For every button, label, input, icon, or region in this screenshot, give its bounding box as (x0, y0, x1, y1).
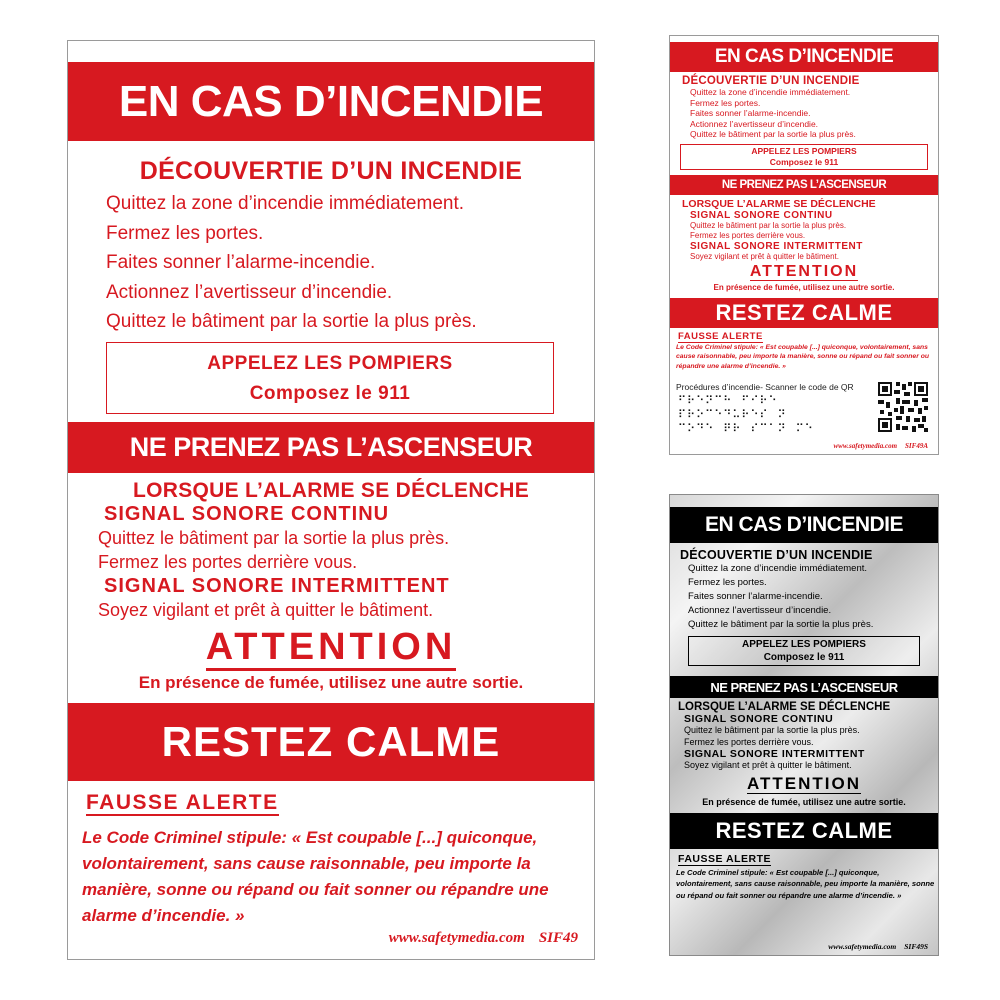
continuous-steps (684, 725, 938, 748)
elevator-warning: NE PRENEZ PAS L’ASCENSEUR (670, 175, 938, 195)
criminal-code-quote: Le Code Criminel stipule: « Est coupable [...] quiconque, volontairement, sans cause raisonnable, peu importe la manière, sonne ou répand ou fait sonner ou répandre une alarme d’incendie. » (676, 343, 930, 370)
calm-banner: RESTEZ CALME (68, 703, 594, 781)
continuous-steps (690, 221, 938, 241)
calm-banner: RESTEZ CALME (670, 298, 938, 328)
discovery-step: Faites sonner l’alarme-incendie. (688, 591, 823, 602)
sign-footer (828, 942, 928, 951)
intermittent-heading: SIGNAL SONORE INTERMITTENT (690, 240, 863, 252)
continuous-step: Quittez le bâtiment par la sortie la plus près. (690, 220, 847, 230)
elevator-warning: NE PRENEZ PAS L’ASCENSEUR (68, 422, 594, 473)
discovery-step: Quittez le bâtiment par la sortie la plus près. (688, 619, 874, 630)
continuous-step: Fermez les portes derrière vous. (684, 736, 814, 747)
product-code: SIF49A (905, 442, 928, 450)
sign-footer (389, 930, 578, 947)
attention-text: ATTENTION (206, 626, 457, 671)
discovery-heading: DÉCOUVERTIE D’UN INCENDIE (680, 548, 873, 562)
false-alarm-text: FAUSSE ALERTE (678, 852, 772, 865)
continuous-step: Fermez les portes derrière vous. (690, 230, 806, 240)
criminal-code-quote: Le Code Criminel stipule: « Est coupable [...] quiconque, volontairement, sans cause raisonnable, peu importe la manière, sonne ou répand ou fait sonner ou répandre une alarme d’incendie. » (82, 827, 549, 925)
silver-fire-sign (669, 494, 939, 956)
discovery-step: Quittez la zone d’incendie immédiatement. (688, 563, 868, 574)
large-fire-sign (67, 40, 595, 960)
continuous-heading: SIGNAL SONORE CONTINU (690, 209, 833, 221)
criminal-code-quote: Le Code Criminel stipule: « Est coupable [...] quiconque, volontairement, sans cause raisonnable, peu importe la manière, sonne ou répand ou fait sonner ou répandre une alarme d’incendie. » (676, 867, 935, 900)
phone-line: Composez le 911 (769, 156, 839, 167)
discovery-step: Fermez les portes. (690, 97, 761, 108)
attention-heading (670, 263, 938, 281)
call-line: APPELEZ LES POMPIERS (207, 352, 453, 374)
discovery-heading: DÉCOUVERTIE D’UN INCENDIE (682, 75, 860, 87)
smoke-note: En présence de fumée, utilisez une autre sortie. (138, 672, 524, 692)
discovery-step: Fermez les portes. (688, 577, 767, 588)
discovery-step: Quittez le bâtiment par la sortie la plus près. (106, 311, 477, 332)
continuous-step: Quittez le bâtiment par la sortie la plus près. (684, 725, 860, 735)
false-alarm-text: FAUSSE ALERTE (86, 790, 279, 814)
product-code: SIF49S (904, 942, 928, 951)
discovery-step: Faites sonner l’alarme-incendie. (690, 108, 811, 118)
attention-heading (68, 625, 594, 669)
intermittent-heading: SIGNAL SONORE INTERMITTENT (104, 574, 450, 597)
small-fire-sign (669, 35, 939, 455)
call-firefighters-box (106, 342, 554, 414)
qr-code-icon (876, 380, 930, 434)
phone-line: Composez le 911 (763, 652, 845, 663)
discovery-step: Actionnez l’avertisseur d’incendie. (688, 605, 832, 616)
sign-title: EN CAS D’INCENDIE (670, 42, 938, 72)
sign-footer (834, 442, 928, 450)
discovery-step: Faites sonner l’alarme-incendie. (106, 252, 376, 273)
continuous-heading: SIGNAL SONORE CONTINU (104, 502, 390, 525)
false-alarm-heading (678, 853, 938, 865)
braille-line: ⠏⠗⠕⠉⠑⠙⠥⠗⠑⠎⠀⠝ (678, 408, 787, 421)
continuous-step: Quittez le bâtiment par la sortie la plus près. (98, 527, 450, 548)
call-line: APPELEZ LES POMPIERS (742, 639, 866, 650)
alarm-heading: LORSQUE L’ALARME SE DÉCLENCHE (682, 197, 876, 210)
discovery-step: Actionnez l’avertisseur d’incendie. (690, 118, 819, 129)
intermittent-step: Soyez vigilant et prêt à quitter le bâtiment. (690, 251, 839, 261)
discovery-steps (106, 189, 594, 337)
continuous-heading: SIGNAL SONORE CONTINU (684, 713, 834, 725)
phone-line: Composez le 911 (249, 382, 411, 404)
false-alarm-heading (86, 791, 594, 815)
continuous-step: Fermez les portes derrière vous. (98, 551, 358, 572)
smoke-note: En présence de fumée, utilisez une autre sortie. (702, 796, 906, 807)
discovery-step: Actionnez l’avertisseur d’incendie. (106, 281, 393, 303)
intermittent-step: Soyez vigilant et prêt à quitter le bâtiment. (684, 760, 852, 770)
braille-text (678, 394, 814, 436)
product-code: SIF49 (538, 930, 578, 946)
braille-line: ⠉⠕⠙⠑⠀⠟⠗⠀⠎⠉⠁⠝⠀⠍⠑ (678, 422, 814, 435)
sign-title: EN CAS D’INCENDIE (68, 62, 594, 141)
call-firefighters-box (688, 636, 920, 666)
call-firefighters-box (680, 144, 928, 170)
discovery-steps (688, 562, 938, 632)
discovery-heading: DÉCOUVERTIE D’UN INCENDIE (139, 157, 523, 185)
discovery-steps (690, 87, 938, 140)
alarm-heading: LORSQUE L’ALARME SE DÉCLENCHE (132, 478, 530, 502)
false-alarm-heading (678, 331, 938, 342)
false-alarm-text: FAUSSE ALERTE (678, 330, 763, 342)
discovery-step: Quittez le bâtiment par la sortie la plus près. (690, 129, 856, 139)
discovery-step: Quittez la zone d’incendie immédiatement. (690, 87, 851, 97)
intermittent-step: Soyez vigilant et prêt à quitter le bâtiment. (98, 599, 434, 620)
qr-caption: Procédures d’incendie- Scanner le code de QR (676, 382, 854, 392)
calm-banner: RESTEZ CALME (670, 813, 938, 849)
sign-title: EN CAS D’INCENDIE (670, 507, 938, 543)
attention-text: ATTENTION (749, 262, 859, 280)
call-line: APPELEZ LES POMPIERS (751, 145, 857, 156)
website-link: www.safetymedia.com (388, 930, 525, 946)
alarm-heading: LORSQUE L’ALARME SE DÉCLENCHE (678, 701, 891, 713)
continuous-steps (98, 526, 594, 574)
smoke-note: En présence de fumée, utilisez une autre sortie. (713, 282, 895, 292)
discovery-step: Quittez la zone d’incendie immédiatement. (106, 193, 465, 214)
attention-text: ATTENTION (746, 773, 861, 793)
website-link: www.safetymedia.com (833, 442, 898, 450)
attention-heading (670, 774, 938, 794)
intermittent-heading: SIGNAL SONORE INTERMITTENT (684, 748, 865, 760)
website-link: www.safetymedia.com (828, 942, 897, 951)
elevator-warning: NE PRENEZ PAS L’ASCENSEUR (670, 676, 938, 698)
braille-line: ⠋⠗⠑⠝⠉⠓⠀⠋⠊⠗⠑ (678, 394, 778, 407)
discovery-step: Fermez les portes. (106, 222, 264, 244)
